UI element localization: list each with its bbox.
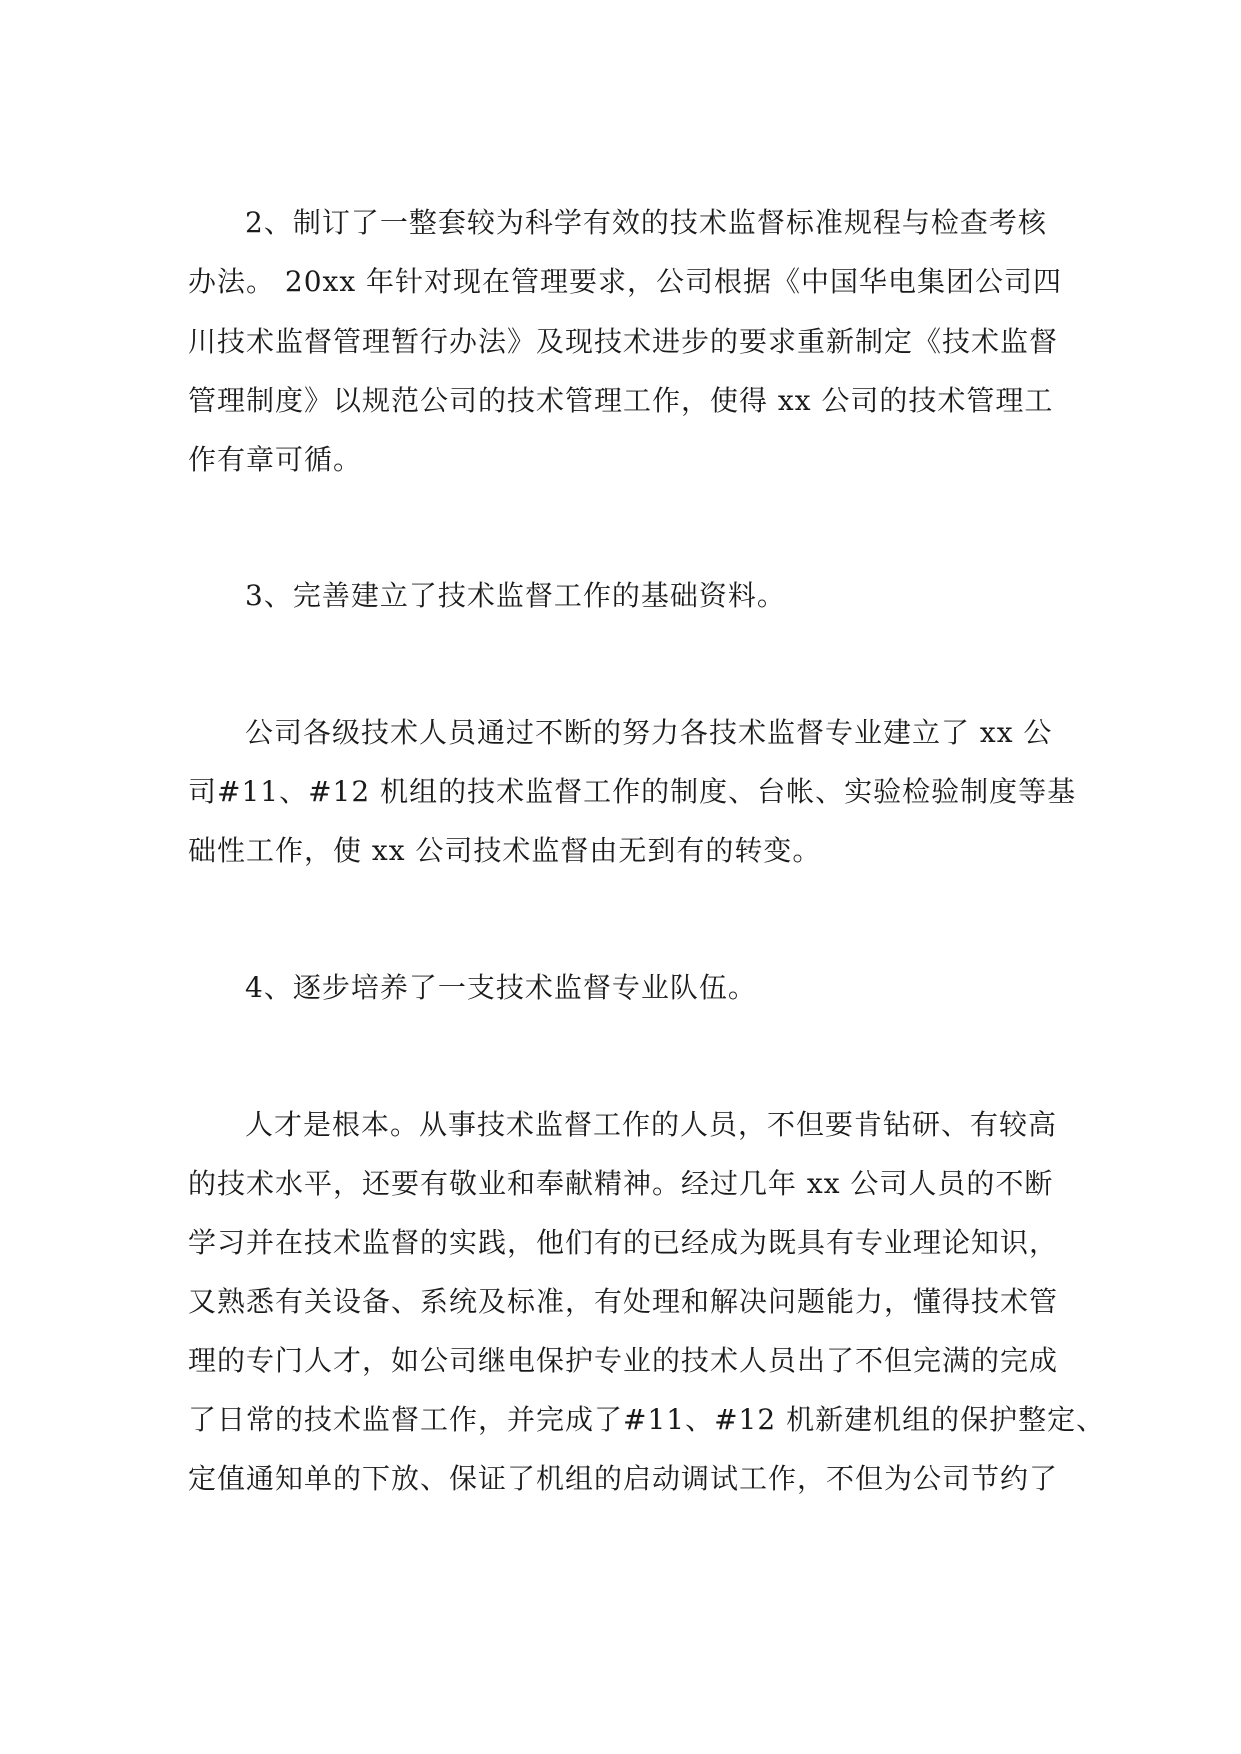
paragraph-2-line-5: 作有章可循。 — [188, 443, 363, 476]
paragraph-2-line-1: 2、制订了一整套较为科学有效的技术监督标准规程与检查考核 — [245, 206, 1047, 239]
section-4-body-line-5: 理的专门人才，如公司继电保护专业的技术人员出了不但完满的完成 — [188, 1344, 1059, 1377]
section-3-body-line-1: 公司各级技术人员通过不断的努力各技术监督专业建立了 xx 公 — [245, 716, 1053, 749]
section-3-heading: 3、完善建立了技术监督工作的基础资料。 — [245, 579, 786, 612]
section-4-body-line-2: 的技术水平，还要有敬业和奉献精神。经过几年 xx 公司人员的不断 — [188, 1167, 1054, 1200]
section-3-body-line-3: 础性工作，使 xx 公司技术监督由无到有的转变。 — [188, 834, 822, 867]
section-4-body-line-3: 学习并在技术监督的实践，他们有的已经成为既具有专业理论知识， — [188, 1226, 1059, 1259]
paragraph-2-line-3: 川技术监督管理暂行办法》及现技术进步的要求重新制定《技术监督 — [188, 325, 1059, 358]
section-3-body-line-2: 司#11、#12 机组的技术监督工作的制度、台帐、实验检验制度等基 — [188, 775, 1077, 808]
section-4-heading: 4、逐步培养了一支技术监督专业队伍。 — [245, 971, 757, 1004]
section-4-body-line-6: 了日常的技术监督工作，并完成了#11、#12 机新建机组的保护整定、 — [188, 1403, 1106, 1436]
section-4-body-line-1: 人才是根本。从事技术监督工作的人员，不但要肯钻研、有较高 — [245, 1108, 1058, 1141]
paragraph-2-line-4: 管理制度》以规范公司的技术管理工作，使得 xx 公司的技术管理工 — [188, 384, 1054, 417]
section-4-body-line-4: 又熟悉有关设备、系统及标准，有处理和解决问题能力，懂得技术管 — [188, 1285, 1059, 1318]
section-4-body-line-7: 定值通知单的下放、保证了机组的启动调试工作，不但为公司节约了 — [188, 1462, 1059, 1495]
paragraph-2-line-2: 办法。 20xx 年针对现在管理要求，公司根据《中国华电集团公司四 — [188, 265, 1063, 298]
